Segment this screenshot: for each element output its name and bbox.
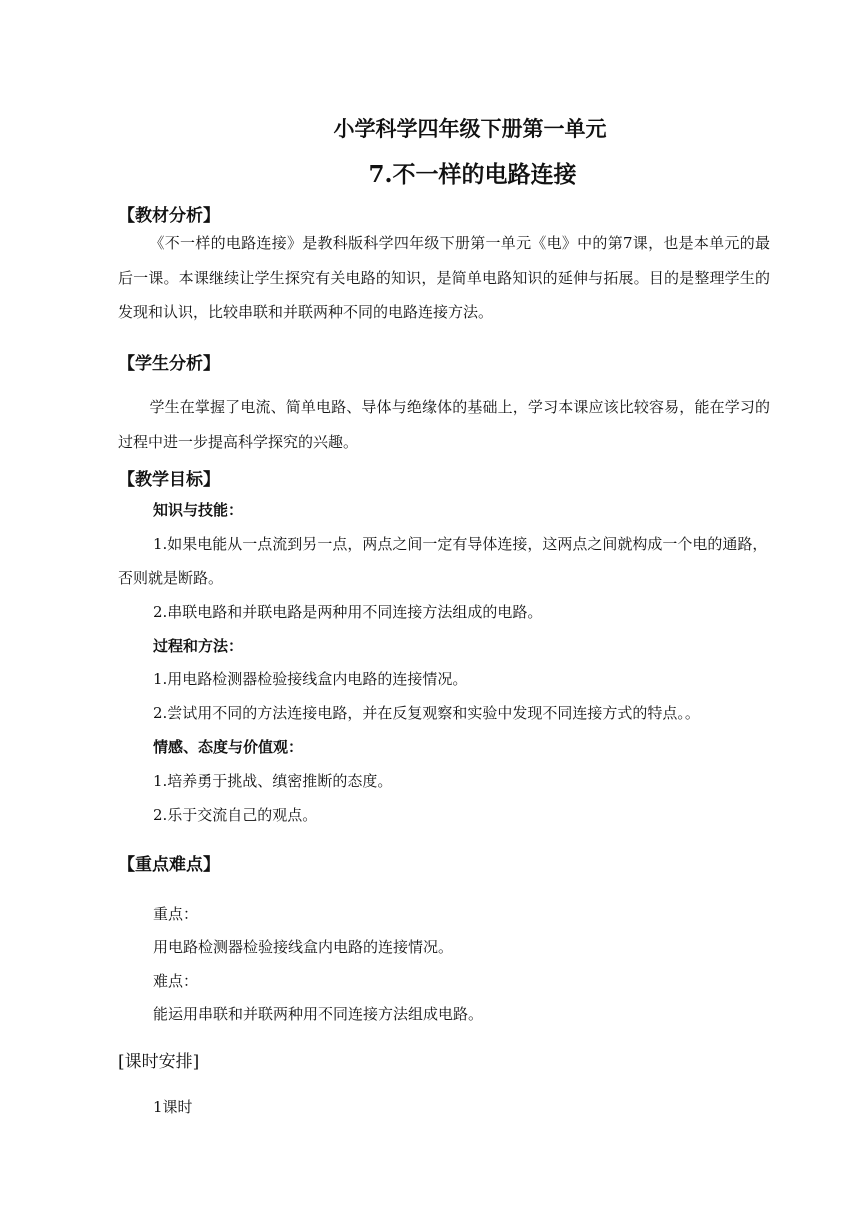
knowledge-item-1: 1.如果电能从一点流到另一点，两点之间一定有导体连接，这两点之间就构成一个电的通路，: [153, 535, 768, 553]
textbook-paragraph: 《不一样的电路连接》是教科版科学四年级下册第一单元《电》中的第7课，也是本单元的最后一课。本课继续让学生探究有关电路的知识，是简单电路知识的延伸与拓展。目的是整理学生的发现和认识，比较串联和并联两种不同的电路连接方法。: [118, 234, 770, 321]
focus-text: 用电路检测器检验接线盒内电路的连接情况。: [153, 938, 454, 956]
section-heading-schedule: [课时安排]: [118, 1052, 200, 1072]
process-label: 过程和方法：: [153, 637, 244, 655]
focus-label: 重点：: [153, 905, 199, 923]
section-heading-textbook: 【教材分析】: [118, 206, 220, 226]
knowledge-item-1-continued: 否则就是断路。: [118, 569, 224, 587]
lesson-title: 7.不一样的电路连接: [368, 161, 577, 188]
section-heading-goals: 【教学目标】: [118, 470, 220, 490]
section-heading-keypoints: 【重点难点】: [118, 855, 220, 875]
schedule-text: 1课时: [153, 1098, 193, 1116]
process-item-1: 1.用电路检测器检验接线盒内电路的连接情况。: [153, 670, 468, 688]
page-title: 小学科学四年级下册第一单元: [333, 116, 607, 141]
section-heading-students: 【学生分析】: [118, 354, 220, 374]
attitude-item-1: 1.培养勇于挑战、缜密推断的态度。: [153, 772, 393, 790]
process-item-2: 2.尝试用不同的方法连接电路，并在反复观察和实验中发现不同连接方式的特点。。: [153, 704, 700, 722]
students-paragraph: 学生在掌握了电流、简单电路、导体与绝缘体的基础上，学习本课应该比较容易，能在学习的过程中进一步提高科学探究的兴趣。: [118, 398, 770, 451]
attitude-label: 情感、态度与价值观：: [153, 738, 304, 756]
difficulty-text: 能运用串联和并联两种用不同连接方法组成电路。: [153, 1005, 484, 1023]
difficulty-label: 难点：: [153, 972, 199, 990]
knowledge-label: 知识与技能：: [153, 501, 244, 519]
attitude-item-2: 2.乐于交流自己的观点。: [153, 806, 318, 824]
knowledge-item-2: 2.串联电路和并联电路是两种用不同连接方法组成的电路。: [153, 603, 543, 621]
